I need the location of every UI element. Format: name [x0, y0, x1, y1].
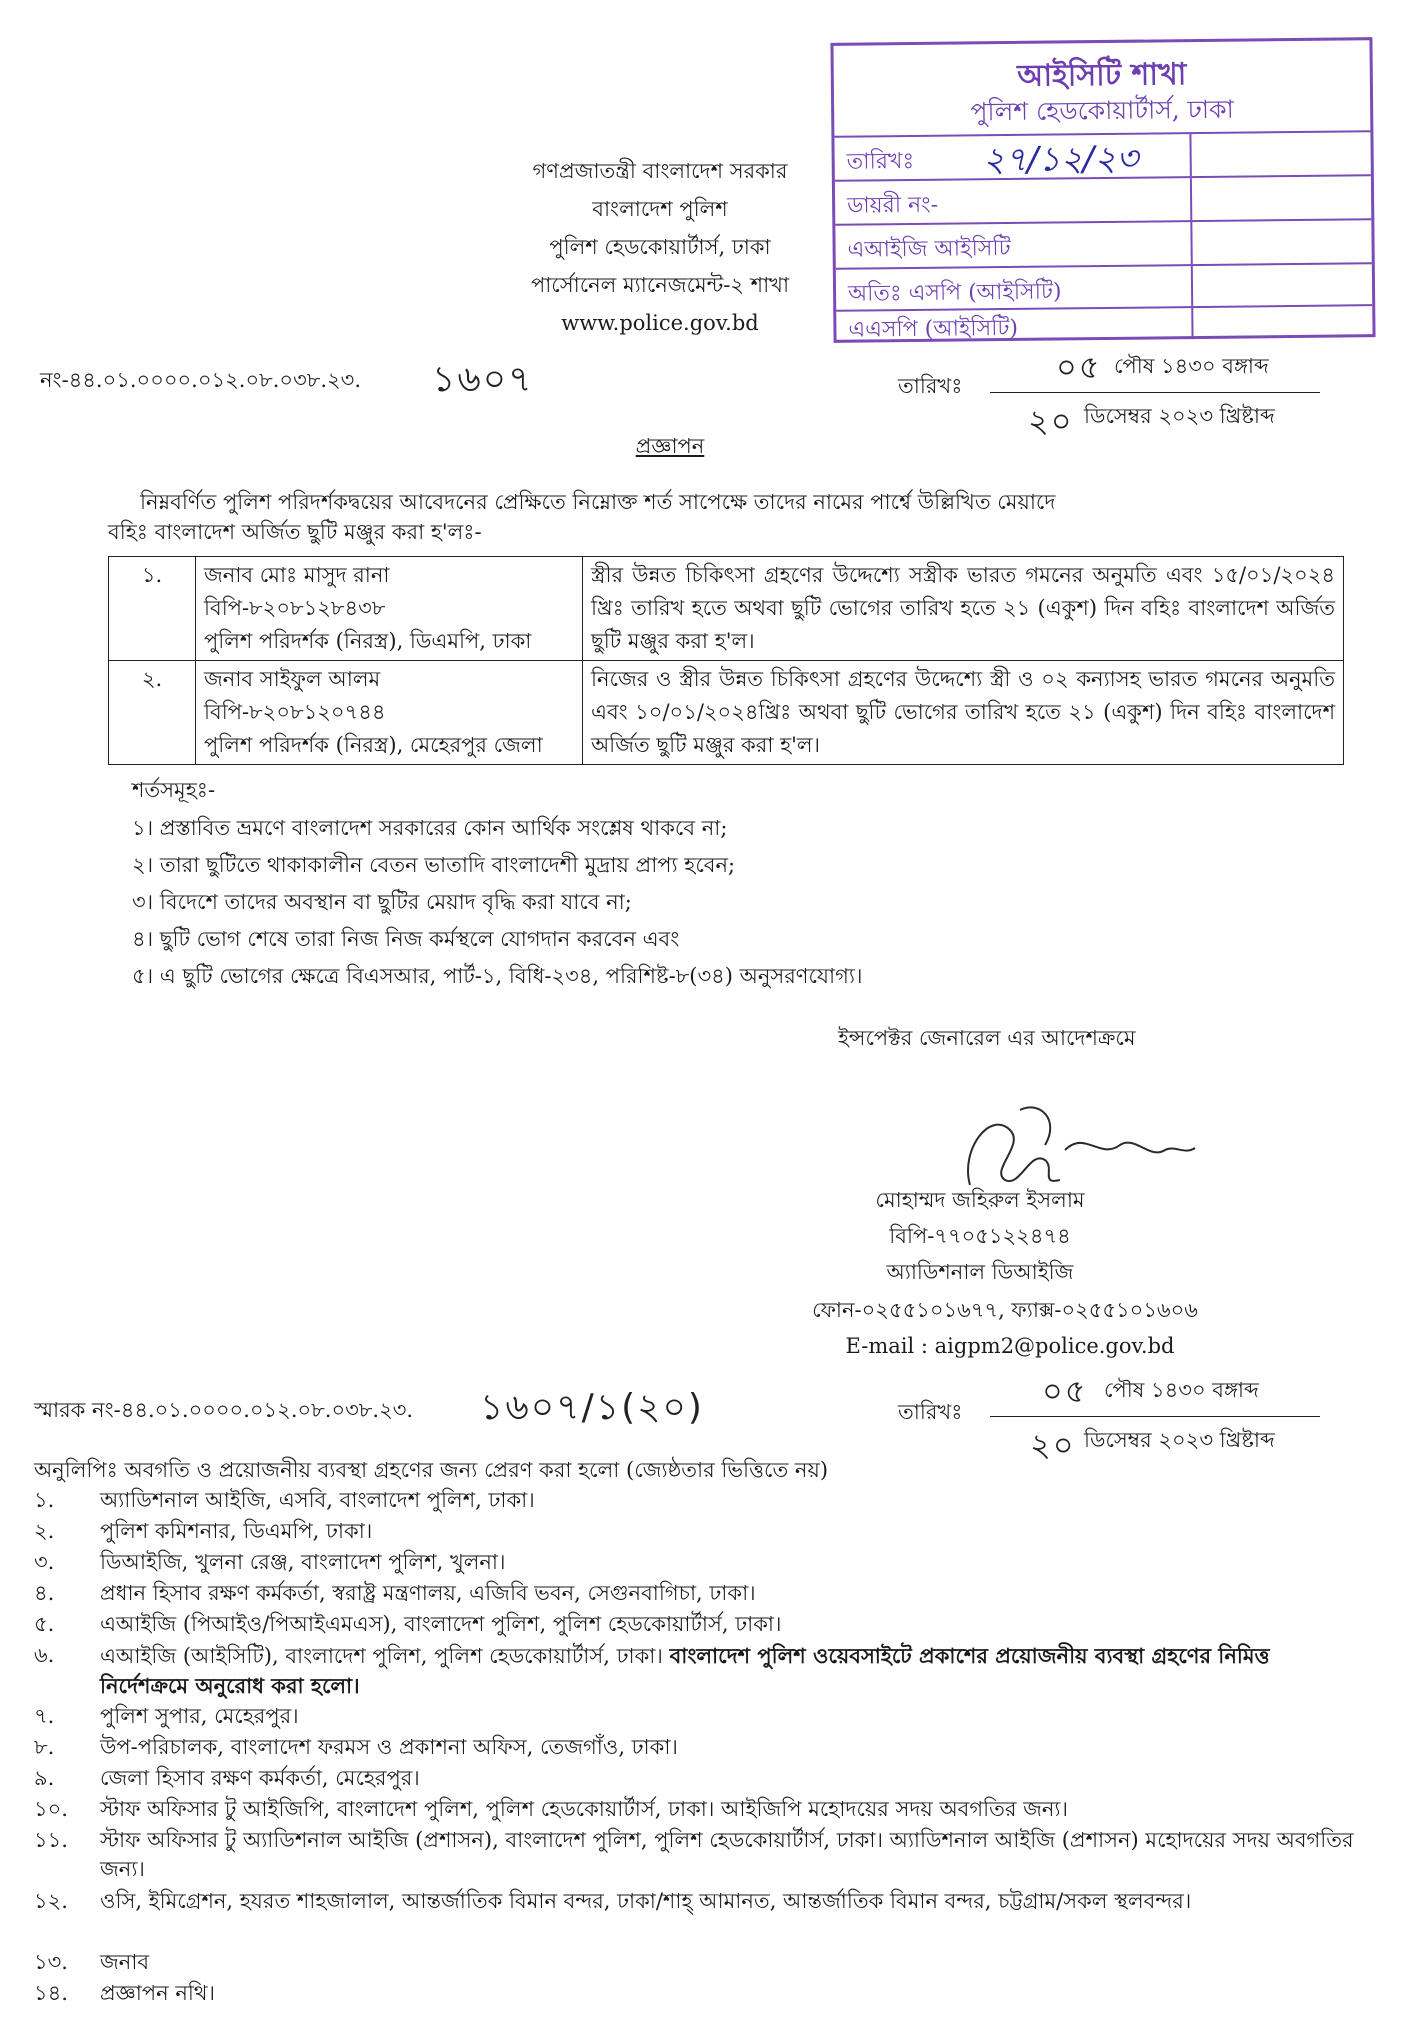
stamp-label: তারিখঃ — [846, 148, 915, 175]
copy-number: ৪. — [34, 1581, 55, 1605]
officer-name: জনাব সাইফুল আলম — [204, 667, 381, 691]
copy-number: ৫. — [34, 1612, 55, 1636]
signatory-name: মোহাম্মদ জহিরুল ইসলাম — [875, 1188, 1085, 1212]
copy-number: ১২. — [34, 1889, 68, 1913]
memo2-date-bangla-rest: পৌষ ১৪৩০ বঙ্গাব্দ — [1104, 1378, 1259, 1402]
table-row — [109, 661, 1344, 765]
officer-designation: পুলিশ পরিদর্শক (নিরস্ত্র), মেহেরপুর জেলা — [204, 733, 543, 757]
ict-branch-stamp — [830, 37, 1375, 343]
memo-date — [990, 348, 1330, 438]
row-serial: ১. — [109, 557, 196, 661]
copy-text: এআইজি (পিআইও/পিআইএমএস), বাংলাদেশ পুলিশ, পুলিশ হেডকোয়ার্টার্স, ঢাকা। — [100, 1612, 782, 1636]
officer-cell — [196, 557, 583, 661]
copy-number: ৭. — [34, 1704, 55, 1728]
copy-text: পুলিশ কমিশনার, ডিএমপি, ঢাকা। — [100, 1519, 373, 1543]
copy-text: এআইজি (আইসিটি), বাংলাদেশ পুলিশ, পুলিশ হেডকোয়ার্টার্স, ঢাকা। — [100, 1644, 663, 1668]
officer-name: জনাব মোঃ মাসুদ রানা — [204, 563, 390, 587]
officer-designation: পুলিশ পরিদর্শক (নিরস্ত্র), ডিএমপি, ঢাকা — [204, 629, 532, 653]
copy-number: ২. — [34, 1519, 55, 1543]
copy-text: প্রজ্ঞাপন নথি। — [100, 1981, 215, 2005]
stamp-label: এআইজি আইসিটি — [847, 235, 1011, 263]
stamp-label: ডায়রী নং- — [847, 192, 939, 219]
header-line-hq: পুলিশ হেডকোয়ার্টার্স, ঢাকা — [549, 235, 771, 259]
header-line-police: বাংলাদেশ পুলিশ — [592, 197, 728, 221]
copy-text: উপ-পরিচালক, বাংলাদেশ ফরমস ও প্রকাশনা অফিস, তেজগাঁও, ঢাকা। — [100, 1735, 678, 1759]
copy-number: ৯. — [34, 1766, 55, 1790]
header-line-branch: পার্সোনেল ম্যানেজমেন্ট-২ শাখা — [530, 273, 790, 297]
memo2-date-label: তারিখঃ — [898, 1400, 963, 1424]
copy-text: ডিআইজি, খুলনা রেঞ্জ, বাংলাদেশ পুলিশ, খুলনা। — [100, 1550, 506, 1574]
copy-number: ১০. — [34, 1797, 68, 1821]
officer-cell — [196, 661, 583, 765]
officer-bp: বিপি-৮২০৮১২৮৪৩৮ — [204, 596, 386, 620]
memo-date-label: তারিখঃ — [898, 374, 963, 398]
memo2-number-handwritten: ১৬০৭/১(২০) — [480, 1387, 704, 1428]
signatory-email[interactable]: E-mail : aigpm2@police.gov.bd — [845, 1334, 1175, 1358]
memo2-number-prefix: স্মারক নং-৪৪.০১.০০০০.০১২.০৮.০৩৮.২৩. — [34, 1398, 414, 1422]
order-line: ইন্সপেক্টর জেনারেল এর আদেশক্রমে — [838, 1026, 1136, 1050]
row-serial: ২. — [109, 661, 196, 765]
copies-intro: অনুলিপিঃ অবগতি ও প্রয়োজনীয় ব্যবস্থা গ্রহণের জন্য প্রেরণ করা হলো (জ্যেষ্ঠতার ভিত্তিতে নয়) — [34, 1458, 829, 1482]
stamp-row-diary — [835, 174, 1371, 224]
signatory-title: অ্যাডিশনাল ডিআইজি — [886, 1260, 1074, 1284]
leave-table — [108, 556, 1344, 765]
memo-date-bangla-day: ০৫ — [1056, 348, 1102, 386]
copy-number: ৮. — [34, 1735, 55, 1759]
condition-item: ৪। ছুটি ভোগ শেষে তারা নিজ নিজ কর্মস্থলে যোগদান করবেন এবং — [132, 927, 680, 951]
copy-text: জনাব — [100, 1950, 150, 1974]
stamp-label: অতিঃ এসপি (আইসিটি) — [847, 279, 1062, 307]
copy-text: স্টাফ অফিসার টু অ্যাডিশনাল আইজি (প্রশাসন), বাংলাদেশ পুলিশ, পুলিশ হেডকোয়ার্টার্স, ঢাকা। অ্যাডিশনাল আইজি (প্রশাসন) মহোদয়ের সদয় অবগতির জন্য। — [100, 1828, 1354, 1881]
copy-number: ১৩. — [34, 1950, 68, 1974]
memo2-date-en-rest: ডিসেম্বর ২০২৩ খ্রিষ্টাব্দ — [1084, 1428, 1275, 1452]
memo-number-prefix: নং-৪৪.০১.০০০০.০১২.০৮.০৩৮.২৩. — [40, 368, 362, 392]
conditions-list — [132, 810, 862, 995]
signatory-bp: বিপি-৭৭০৫১২২৪৭৪ — [889, 1224, 1071, 1248]
memo-date-en-rest: ডিসেম্বর ২০২৩ খ্রিষ্টাব্দ — [1084, 404, 1275, 428]
conditions-heading: শর্তসমূহঃ- — [132, 778, 216, 802]
condition-item: ১। প্রস্তাবিত ভ্রমণে বাংলাদেশ সরকারের কোন আর্থিক সংশ্লেষ থাকবে না; — [132, 816, 728, 840]
website-publish-request: বাংলাদেশ পুলিশ ওয়েবসাইটে প্রকাশের প্রয়োজনীয় ব্যবস্থা গ্রহণের নিমিত্ত নির্দেশক্রমে অনুরোধ করা হলো। — [100, 1643, 1270, 1698]
memo2-date-bangla-day: ০৫ — [1042, 1372, 1088, 1410]
copy-number: ৩. — [34, 1550, 55, 1574]
signatory-phone-fax: ফোন-০২৫৫১০১৬৭৭, ফ্যাক্স-০২৫৫১০১৬০৬ — [812, 1298, 1198, 1322]
copy-text: ওসি, ইমিগ্রেশন, হযরত শাহজালাল, আন্তর্জাতিক বিমান বন্দর, ঢাকা/শাহ্ আমানত, আন্তর্জাতিক বিমান বন্দর, চট্টগ্রাম/সকল স্থলবন্দর। — [100, 1889, 1192, 1913]
notice-intro-line2: বহিঃ বাংলাদেশ অর্জিত ছুটি মঞ্জুর করা হ'লঃ- — [108, 520, 482, 544]
condition-item: ২। তারা ছুটিতে থাকাকালীন বেতন ভাতাদি বাংলাদেশী মুদ্রায় প্রাপ্য হবেন; — [132, 853, 736, 877]
stamp-row-asp — [836, 304, 1372, 343]
copy-number: ১৪. — [34, 1981, 68, 2005]
table-row — [109, 557, 1344, 661]
memo-date-bangla-rest: পৌষ ১৪৩০ বঙ্গাব্দ — [1114, 354, 1269, 378]
signature-scribble — [950, 1090, 1210, 1200]
notice-title: প্রজ্ঞাপন — [635, 434, 705, 458]
memo2-date-en-day: ২০ — [1030, 1426, 1076, 1464]
stamp-date-value: ২৭/১২/২৩ — [982, 138, 1139, 181]
copy-number: ১১. — [34, 1828, 68, 1852]
copy-text: প্রধান হিসাব রক্ষণ কর্মকর্তা, স্বরাষ্ট্র মন্ত্রণালয়, এজিবি ভবন, সেগুনবাগিচা, ঢাকা। — [100, 1581, 756, 1605]
stamp-row-date — [834, 130, 1370, 180]
notice-intro-line1: নিম্নবর্ণিত পুলিশ পরিদর্শকদ্বয়ের আবেদনের প্রেক্ষিতে নিম্নোক্ত শর্ত সাপেক্ষে তাদের নামের পার্শ্বে উল্লিখিত মেয়াদে — [140, 490, 1056, 514]
header-line-website[interactable]: www.police.gov.bd — [561, 311, 759, 335]
copy-text: পুলিশ সুপার, মেহেরপুর। — [100, 1704, 299, 1728]
stamp-subtitle: পুলিশ হেডকোয়ার্টার্স, ঢাকা — [970, 94, 1234, 127]
officer-bp: বিপি-৮২০৮১২০৭৪৪ — [204, 700, 386, 724]
header-line-government: গণপ্রজাতন্ত্রী বাংলাদেশ সরকার — [532, 159, 788, 183]
copy-text: স্টাফ অফিসার টু আইজিপি, বাংলাদেশ পুলিশ, পুলিশ হেডকোয়ার্টার্স, ঢাকা। আইজিপি মহোদয়ের সদয় অবগতির জন্য। — [100, 1797, 1068, 1821]
copy-number: ১. — [34, 1488, 55, 1512]
office-header — [440, 152, 880, 342]
stamp-title: আইসিটি শাখা — [1016, 57, 1187, 94]
stamp-row-aig — [835, 218, 1371, 268]
condition-item: ৩। বিদেশে তাদের অবস্থান বা ছুটির মেয়াদ বৃদ্ধি করা যাবে না; — [132, 890, 632, 914]
copy-text: জেলা হিসাব রক্ষণ কর্মকর্তা, মেহেরপুর। — [100, 1766, 420, 1790]
copy-text-with-request — [100, 1641, 1364, 1701]
leave-detail: নিজের ও স্ত্রীর উন্নত চিকিৎসা গ্রহণের উদ্দেশ্যে স্ত্রী ও ০২ কন্যাসহ ভারত গমনের অনুমতি এবং ১০/০১/২০২৪খ্রিঃ অথবা ছুটি ভোগের তারিখ হতে ২১ (একুশ) দিন বহিঃ বাংলাদেশ অর্জিত ছুটি মঞ্জুর করা হ'ল। — [583, 661, 1344, 765]
copy-number: ৬. — [34, 1643, 55, 1667]
condition-item: ৫। এ ছুটি ভোগের ক্ষেত্রে বিএসআর, পার্ট-১, বিধি-২৩৪, পরিশিষ্ট-৮(৩৪) অনুসরণযোগ্য। — [132, 964, 863, 988]
memo2-date — [990, 1372, 1330, 1462]
memo-date-en-day: ২০ — [1028, 402, 1074, 440]
stamp-label: এএসপি (আইসিটি) — [848, 315, 1019, 343]
memo-number-handwritten: ১৬০৭ — [432, 359, 534, 400]
leave-detail: স্ত্রীর উন্নত চিকিৎসা গ্রহণের উদ্দেশ্যে সস্ত্রীক ভারত গমনের অনুমতি এবং ১৫/০১/২০২৪ খ্রিঃ তারিখ হতে অথবা ছুটি ভোগের তারিখ হতে ২১ (একুশ) দিন বহিঃ বাংলাদেশ অর্জিত ছুটি মঞ্জুর করা হ'ল। — [583, 557, 1344, 661]
copy-text: অ্যাডিশনাল আইজি, এসবি, বাংলাদেশ পুলিশ, ঢাকা। — [100, 1488, 535, 1512]
